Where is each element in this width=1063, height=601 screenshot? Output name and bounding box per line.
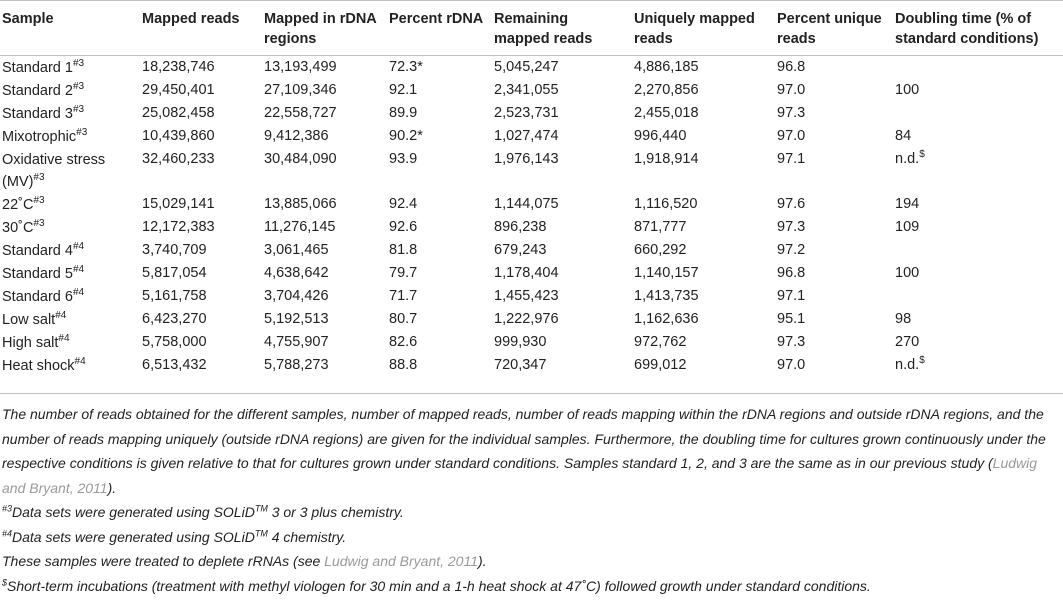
- header-mapped-reads: Mapped reads: [142, 11, 240, 27]
- table-row: [0, 262, 1063, 285]
- cell-percent-unique: 96.8: [777, 265, 806, 281]
- cell-unique: 972,762: [634, 334, 687, 350]
- cell-unique: 699,012: [634, 357, 687, 373]
- table-row: [0, 354, 1063, 381]
- cell-sample: Standard 1$^{\#3}$: [2, 58, 85, 76]
- cell-doubling-time: [891, 239, 1063, 262]
- table-row: [0, 79, 1063, 102]
- cell-sample: Standard 6$^{\#4}$: [2, 287, 85, 305]
- cell-unique: 1,116,520: [634, 196, 698, 212]
- cell-percent-rdna: 71.7: [389, 288, 418, 304]
- cell-doubling-time: n.d.$: [895, 149, 925, 167]
- cell-mapped-reads: 5,161,758: [142, 288, 207, 304]
- cell-unique: 1,918,914: [634, 151, 699, 167]
- cell-doubling-time: [891, 56, 1063, 80]
- cell-percent-rdna: 79.7: [389, 265, 418, 281]
- cell-sample: Standard 5$^{\#4}$: [2, 264, 85, 282]
- cell-percent-rdna: 92.6: [389, 219, 418, 235]
- cell-remaining: 2,523,731: [494, 105, 559, 121]
- cell-percent-unique: 97.1: [777, 288, 806, 304]
- cell-mapped-reads: 15,029,141: [142, 196, 215, 212]
- cell-percent-unique: 97.0: [777, 357, 806, 373]
- cell-percent-unique: 97.2: [777, 242, 806, 258]
- table-row: [0, 125, 1063, 148]
- header-mapped-rdna: Mapped in rDNA regions: [264, 11, 377, 47]
- cell-mapped-rdna: 11,276,145: [264, 219, 336, 235]
- cell-sample: Mixotrophic$^{\#3}$: [2, 127, 88, 145]
- cell-percent-unique: 97.3: [777, 334, 806, 350]
- table-row: [0, 102, 1063, 125]
- cell-percent-unique: 97.6: [777, 196, 806, 212]
- cell-remaining: 1,976,143: [494, 151, 559, 167]
- cell-doubling-time: [891, 102, 1063, 125]
- cell-remaining: 5,045,247: [494, 59, 559, 75]
- cell-unique: 1,413,735: [634, 288, 699, 304]
- cell-mapped-reads: 6,513,432: [142, 357, 207, 373]
- cell-percent-unique: 97.0: [777, 128, 806, 144]
- cell-percent-rdna: 92.4: [389, 196, 418, 212]
- cell-doubling-time: 98: [895, 311, 912, 327]
- cell-mapped-rdna: 13,193,499: [264, 59, 337, 75]
- note-star: These samples were treated to deplete rRNAs (see Ludwig and Bryant, 2011).: [2, 553, 487, 569]
- note-3: $^{\#3}$Data sets were generated using SOLiD™ 3 or 3 plus chemistry.: [2, 503, 404, 520]
- note-description: The number of reads obtained for the different samples, number of mapped reads, number of reads mapping within the rDNA regions and outside rDNA regions, and the number of reads mapping uniquely (outside rDNA regions) are given for the individual samples. Furthermore, the doubling time for cultures grown continuously under the respective conditions is given relative to that for cultures grown under standard conditions. Samples standard 1, 2, and 3 are the same as in our previous study (Ludwig and Bryant, 2011).: [2, 406, 1046, 496]
- cell-doubling-time: 84: [895, 128, 912, 144]
- cell-unique: 4,886,185: [634, 59, 699, 75]
- cell-mapped-rdna: 13,885,066: [264, 196, 337, 212]
- cell-mapped-reads: 5,817,054: [142, 265, 207, 281]
- table-row: [0, 193, 1063, 216]
- cell-sample: Heat shock$^{\#4}$: [2, 356, 86, 374]
- cell-percent-rdna: 90.2*: [389, 128, 423, 144]
- table-row: [0, 285, 1063, 308]
- cell-sample: Oxidative stress (MV)$^{\#3}$: [2, 152, 106, 190]
- cell-unique: 660,292: [634, 242, 687, 258]
- header-sample: Sample: [2, 11, 54, 27]
- cell-mapped-reads: 32,460,233: [142, 151, 215, 167]
- cell-mapped-reads: 6,423,270: [142, 311, 207, 327]
- cell-percent-rdna: 81.8: [389, 242, 418, 258]
- cell-mapped-rdna: 4,638,642: [264, 265, 329, 281]
- cell-mapped-reads: 12,172,383: [142, 219, 215, 235]
- note-4: $^{\#4}$Data sets were generated using SOLiD™ 4 chemistry.: [2, 527, 347, 545]
- cell-sample: $30˚C^{\#3}$: [2, 218, 45, 236]
- header-doubling-time: Doubling time (% of standard conditions): [895, 11, 1039, 47]
- reference-link[interactable]: Ludwig and Bryant, 2011: [2, 455, 1038, 496]
- cell-unique: 2,270,856: [634, 82, 699, 98]
- cell-mapped-rdna: 4,755,907: [264, 334, 329, 350]
- cell-doubling-time: 100: [895, 265, 920, 281]
- table-row: [0, 56, 1063, 80]
- header-remaining: Remaining mapped reads: [494, 11, 593, 47]
- cell-remaining: 720,347: [494, 357, 547, 373]
- cell-unique: 1,140,157: [634, 265, 699, 281]
- table-row: [0, 331, 1063, 354]
- cell-mapped-reads: 10,439,860: [142, 128, 215, 144]
- cell-mapped-rdna: 22,558,727: [264, 105, 337, 121]
- cell-remaining: 1,222,976: [494, 311, 559, 327]
- cell-mapped-rdna: 3,061,465: [264, 242, 329, 258]
- cell-percent-rdna: 82.6: [389, 334, 418, 350]
- cell-mapped-reads: 3,740,709: [142, 242, 207, 258]
- cell-mapped-rdna: 5,192,513: [264, 311, 329, 327]
- table-row: [0, 148, 1063, 193]
- cell-sample: Standard 4$^{\#4}$: [2, 241, 85, 259]
- cell-sample: High salt$^{\#4}$: [2, 333, 70, 351]
- cell-remaining: 2,341,055: [494, 82, 559, 98]
- cell-doubling-time: 270: [895, 334, 920, 350]
- cell-unique: 996,440: [634, 128, 687, 144]
- cell-mapped-rdna: 3,704,426: [264, 288, 329, 304]
- reference-link[interactable]: Ludwig and Bryant, 2011: [324, 553, 479, 569]
- table-row: [0, 308, 1063, 331]
- header-percent-rdna: Percent rDNA: [389, 11, 484, 27]
- table-row: [0, 239, 1063, 262]
- cell-mapped-reads: 25,082,458: [142, 105, 215, 121]
- header-unique: Uniquely mapped reads: [634, 11, 755, 47]
- header-percent-unique: Percent unique reads: [777, 11, 882, 47]
- cell-sample: Standard 2$^{\#3}$: [2, 81, 85, 99]
- cell-doubling-time: 194: [895, 196, 920, 212]
- cell-percent-unique: 97.3: [777, 105, 806, 121]
- cell-percent-rdna: 80.7: [389, 311, 418, 327]
- cell-unique: 2,455,018: [634, 105, 699, 121]
- cell-doubling-time: 109: [895, 219, 920, 235]
- cell-mapped-reads: 5,758,000: [142, 334, 207, 350]
- table-header-row: [0, 1, 1063, 56]
- cell-sample: $22˚C^{\#3}$: [2, 195, 45, 213]
- cell-mapped-rdna: 27,109,346: [264, 82, 337, 98]
- table-body: [0, 56, 1063, 382]
- cell-mapped-reads: 18,238,746: [142, 59, 215, 75]
- cell-doubling-time: [891, 285, 1063, 308]
- cell-percent-unique: 97.1: [777, 151, 806, 167]
- cell-percent-rdna: 72.3*: [389, 59, 423, 75]
- cell-remaining: 1,455,423: [494, 288, 559, 304]
- cell-percent-rdna: 92.1: [389, 82, 418, 98]
- cell-percent-unique: 97.0: [777, 82, 806, 98]
- cell-unique: 871,777: [634, 219, 687, 235]
- note-dollar: $Short-term incubations (treatment with methyl viologen for 30 min and a 1-h heat shock at 47˚C) followed growth under standard conditions.: [2, 576, 871, 594]
- cell-percent-rdna: 89.9: [389, 105, 418, 121]
- table-notes: [0, 393, 1063, 598]
- cell-percent-unique: 95.1: [777, 311, 806, 327]
- cell-mapped-rdna: 5,788,273: [264, 357, 329, 373]
- cell-remaining: 999,930: [494, 334, 547, 350]
- cell-percent-unique: 97.3: [777, 219, 806, 235]
- cell-doubling-time: n.d.$: [895, 355, 925, 373]
- cell-mapped-reads: 29,450,401: [142, 82, 215, 98]
- cell-sample: Low salt$^{\#4}$: [2, 310, 67, 328]
- cell-percent-rdna: 88.8: [389, 357, 418, 373]
- cell-remaining: 1,144,075: [494, 196, 559, 212]
- cell-mapped-rdna: 9,412,386: [264, 128, 329, 144]
- cell-percent-unique: 96.8: [777, 59, 806, 75]
- cell-doubling-time: 100: [895, 82, 920, 98]
- table-row: [0, 216, 1063, 239]
- cell-mapped-rdna: 30,484,090: [264, 151, 337, 167]
- cell-remaining: 1,027,474: [494, 128, 559, 144]
- cell-remaining: 679,243: [494, 242, 547, 258]
- cell-percent-rdna: 93.9: [389, 151, 418, 167]
- cell-unique: 1,162,636: [634, 311, 699, 327]
- cell-remaining: 1,178,404: [494, 265, 559, 281]
- cell-sample: Standard 3$^{\#3}$: [2, 104, 85, 122]
- cell-remaining: 896,238: [494, 219, 547, 235]
